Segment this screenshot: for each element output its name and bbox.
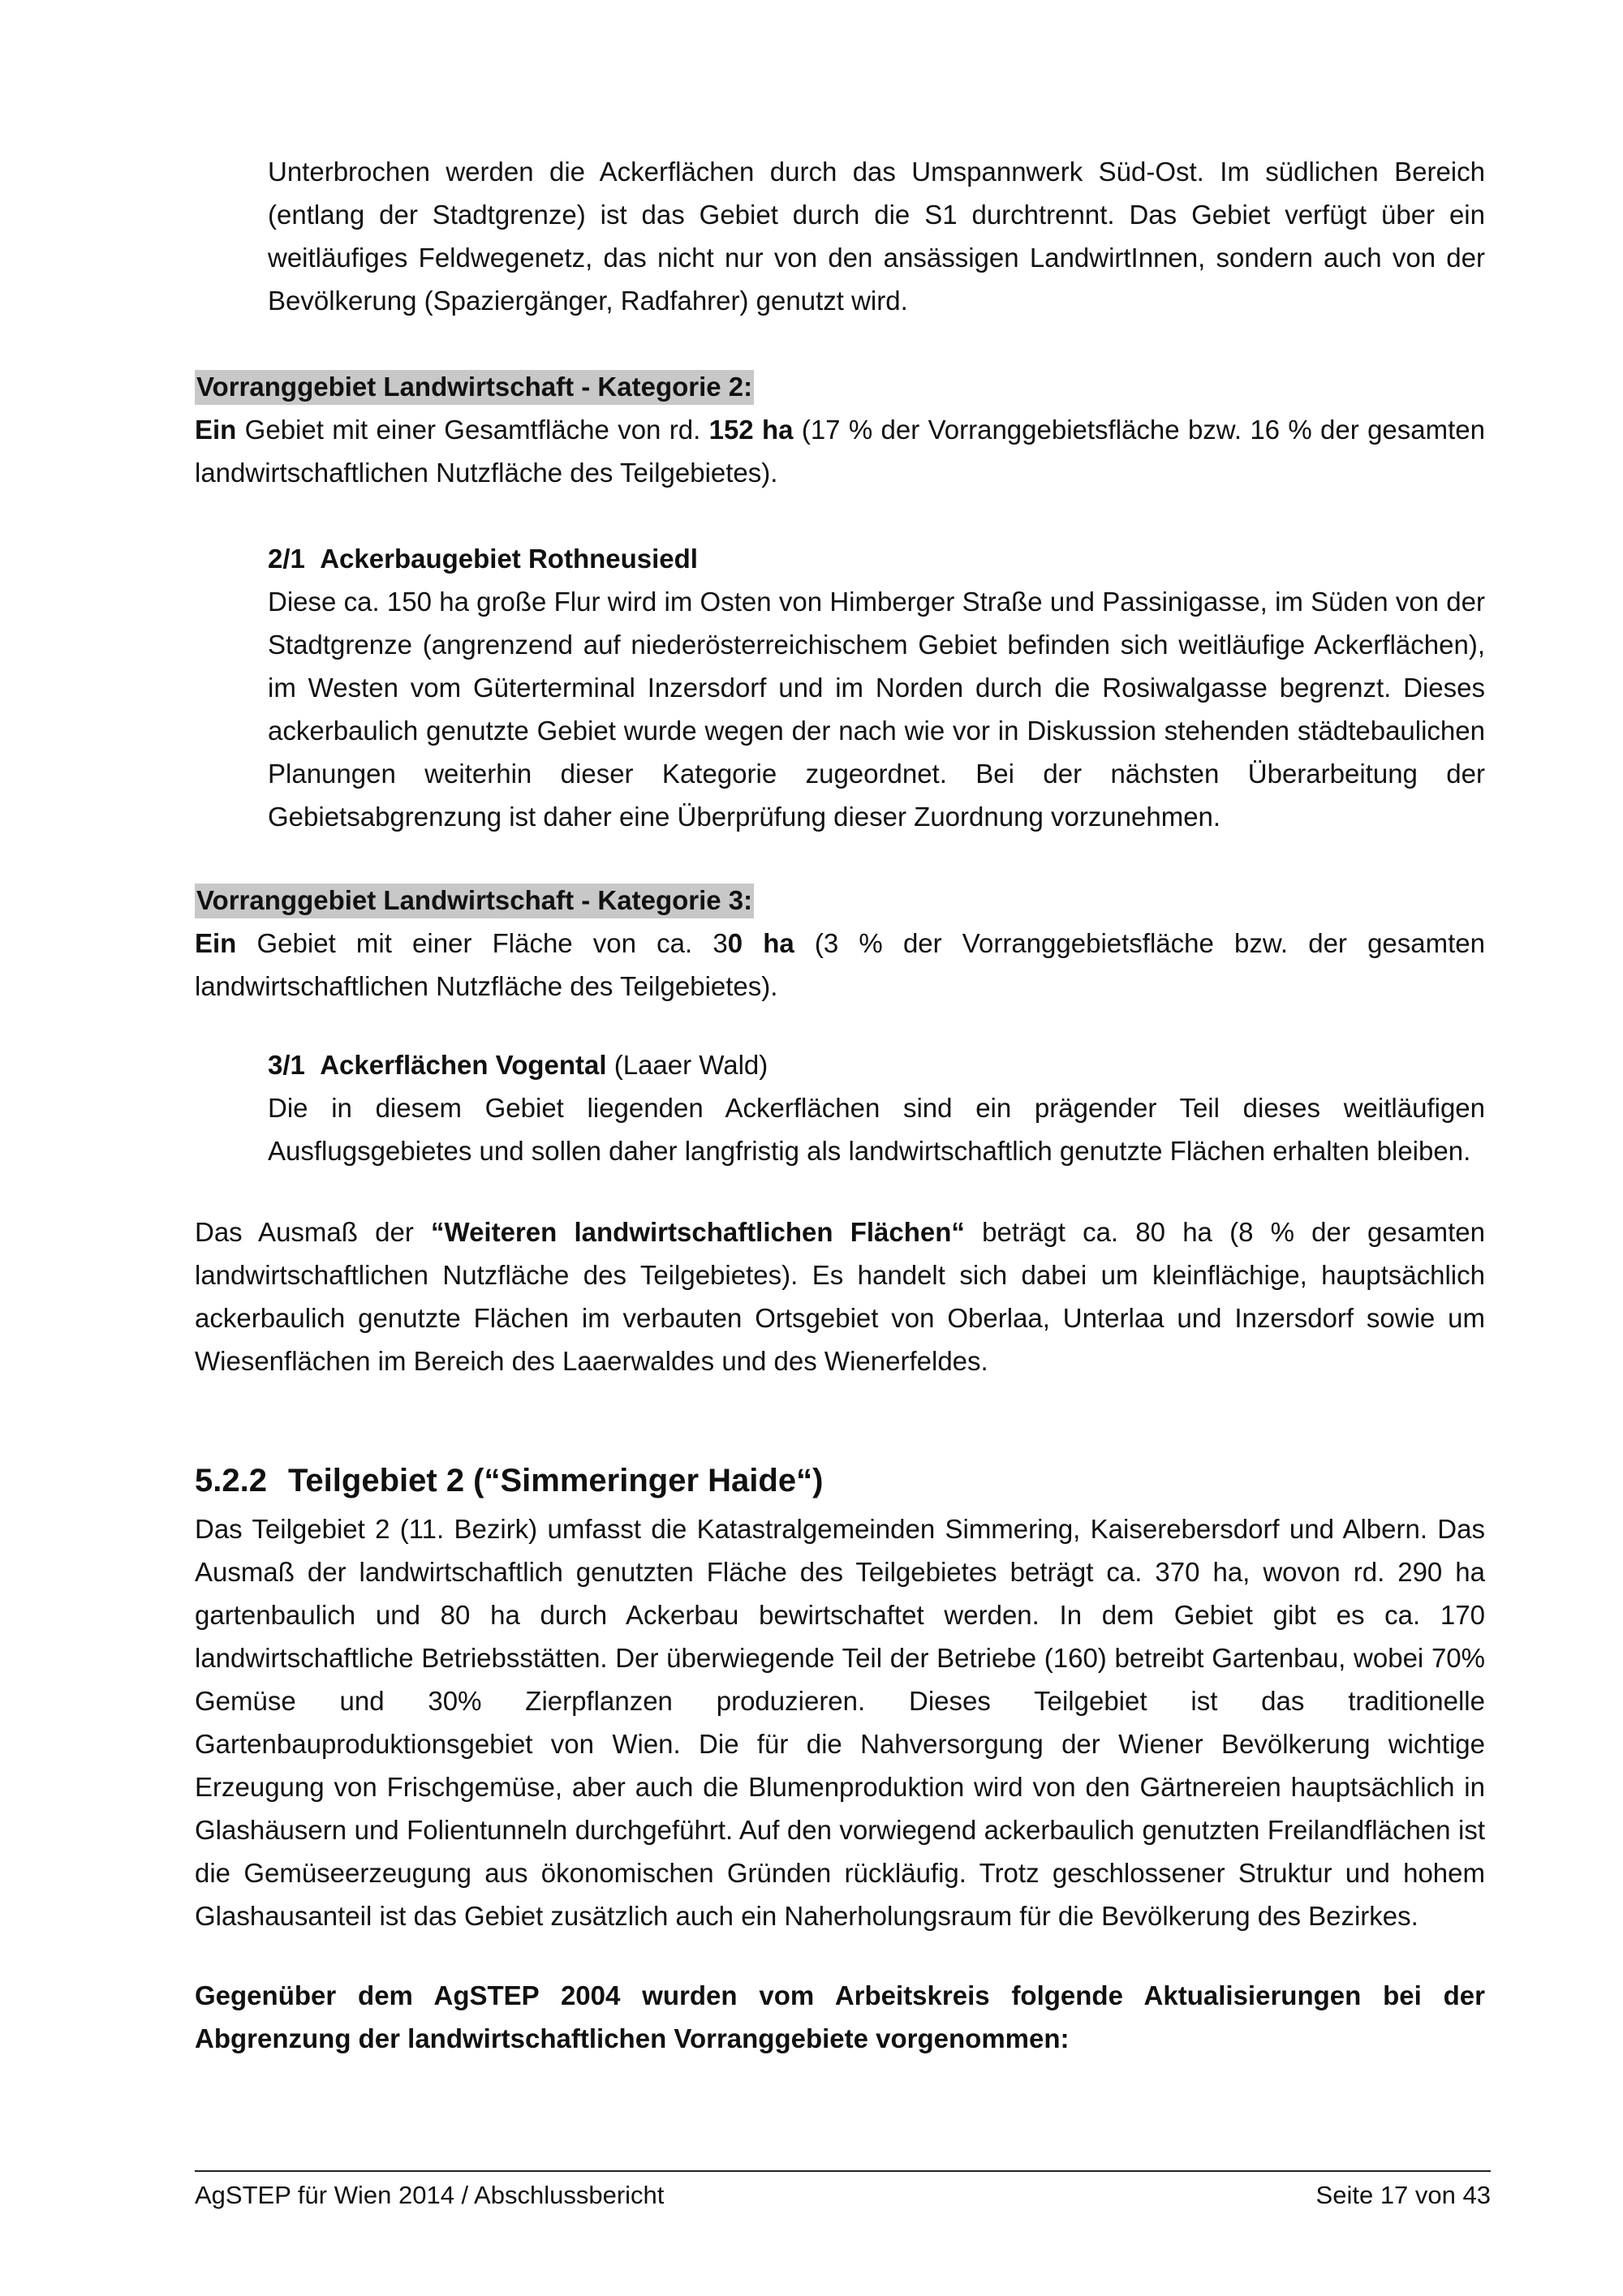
kategorie-3-summary [195, 922, 1485, 1008]
kategorie-3-area: 0 ha [727, 928, 794, 958]
weitere-flaechen-paragraph [195, 1210, 1485, 1382]
intro-paragraph: Unterbrochen werden die Ackerflächen durch das Umspannwerk Süd-Ost. Im südlichen Bereich (entlang der Stadtgrenze) ist das Gebiet durch die S1 durchtrennt. Das Gebiet verfügt über ein weitläufiges Feldwegenetz, das nicht nur von den ansässigen LandwirtInnen, sondern auch von der Bevölkerung (Spaziergänger, Radfahrer) genutzt wird. [268, 157, 1485, 316]
footer-divider [195, 2170, 1491, 2172]
subarea-2-1-heading [268, 537, 698, 580]
subarea-2-1-title: Ackerbaugebiet Rothneusiedl [320, 544, 698, 574]
section-closing-statement: Gegenüber dem AgSTEP 2004 wurden vom Arbeitskreis folgende Aktualisierungen bei der Abgrenzung der landwirtschaftlichen Vorranggebiete vorgenommen: [195, 1980, 1485, 2053]
section-title: Teilgebiet 2 (“Simmeringer Haide“) [287, 1463, 824, 1498]
kategorie-2-lead: Ein [195, 415, 237, 445]
kategorie-3-heading-text: Vorranggebiet Landwirtschaft - Kategorie 3: [195, 884, 754, 918]
kategorie-3-text-a: Gebiet mit einer Fläche von ca. 3 [236, 928, 728, 958]
section-number: 5.2.2 [195, 1463, 267, 1498]
kategorie-3-heading [195, 879, 754, 922]
weitere-bold: “Weiteren landwirtschaftlichen Flächen“ [431, 1217, 965, 1247]
kategorie-2-summary [195, 408, 1485, 494]
section-body: Das Teilgebiet 2 (11. Bezirk) umfasst die Katastralgemeinden Simmering, Kaiserebersdorf und Albern. Das Ausmaß der landwirtschaftlich genutzten Fläche des Teilgebietes beträgt ca. 370 ha, wovon rd. 290 ha gartenbaulich und 80 ha durch Ackerbau bewirtschaftet werden. In dem Gebiet gibt es ca. 170 landwirtschaftliche Betriebsstätten. Der überwiegende Teil der Betriebe (160) betreibt Gartenbau, wobei 70% Gemüse und 30% Zierpflanzen produzieren. Dieses Teilgebiet ist das traditionelle Gartenbauproduktionsgebiet von Wien. Die für die Nahversorgung der Wiener Bevölkerung wichtige Erzeugung von Frischgemüse, aber auch die Blumenproduktion wird von den Gärtnereien hauptsächlich in Glashäusern und Folientunneln durchgeführt. Auf den vorwiegend ackerbaulich genutzten Freilandflächen ist die Gemüseerzeugung aus ökonomischen Gründen rückläufig. Trotz geschlossener Struktur und hohem Glashausanteil ist das Gebiet zusätzlich auch ein Naherholungsraum für die Bevölkerung des Bezirkes. [195, 1514, 1485, 1931]
subarea-3-1-title: Ackerflächen Vogental [320, 1050, 607, 1080]
footer-page-number: Seite 17 von 43 [1315, 2181, 1491, 2209]
subarea-2-1-number: 2/1 [268, 544, 305, 574]
subarea-3-1-title-suffix: (Laaer Wald) [606, 1050, 768, 1080]
kategorie-3-text-b: (3 % der Vorranggebietsfläche bzw. der gesamten landwirtschaftlichen Nutzfläche des Teilgebietes). [195, 928, 1485, 1001]
subarea-3-1-body: Die in diesem Gebiet liegenden Ackerflächen sind ein prägender Teil dieses weitläufigen Ausflugsgebietes und sollen daher langfristig als landwirtschaftlich genutzte Flächen erhalten bleiben. [268, 1093, 1485, 1166]
kategorie-2-area: 152 ha [708, 415, 794, 445]
section-heading [195, 1456, 823, 1505]
kategorie-2-heading [195, 365, 754, 408]
kategorie-3-lead: Ein [195, 928, 237, 958]
weitere-text-a: Das Ausmaß der [195, 1217, 432, 1247]
kategorie-2-heading-text: Vorranggebiet Landwirtschaft - Kategorie 2: [195, 370, 754, 405]
subarea-3-1-number: 3/1 [268, 1050, 305, 1080]
footer-document-title: AgSTEP für Wien 2014 / Abschlussbericht [195, 2181, 665, 2209]
kategorie-2-text-b: (17 % der Vorranggebietsfläche bzw. 16 % der gesamten landwirtschaftlichen Nutzfläche des Teilgebietes). [195, 415, 1485, 488]
kategorie-2-text-a: Gebiet mit einer Gesamtfläche von rd. [236, 415, 709, 445]
weitere-text-b: beträgt ca. 80 ha (8 % der gesamten landwirtschaftlichen Nutzfläche des Teilgebietes). Es handelt sich dabei um kleinflächige, hauptsächlich ackerbaulich genutzte Flächen im verbauten Ortsgebiet von Oberlaa, Unterlaa und Inzersdorf sowie um Wiesenflächen im Bereich des Laaerwaldes und des Wienerfeldes. [195, 1217, 1485, 1376]
subarea-2-1-body: Diese ca. 150 ha große Flur wird im Osten von Himberger Straße und Passinigasse, im Süden von der Stadtgrenze (angrenzend auf niederösterreichischem Gebiet befinden sich weitläufige Ackerflächen), im Westen vom Güterterminal Inzersdorf und im Norden durch die Rosiwalgasse begrenzt. Dieses ackerbaulich genutzte Gebiet wurde wegen der nach wie vor in Diskussion stehenden städtebaulichen Planungen weiterhin dieser Kategorie zugeordnet. Bei der nächsten Überarbeitung der Gebietsabgrenzung ist daher eine Überprüfung dieser Zuordnung vorzunehmen. [268, 587, 1485, 832]
subarea-3-1-heading [268, 1043, 768, 1086]
